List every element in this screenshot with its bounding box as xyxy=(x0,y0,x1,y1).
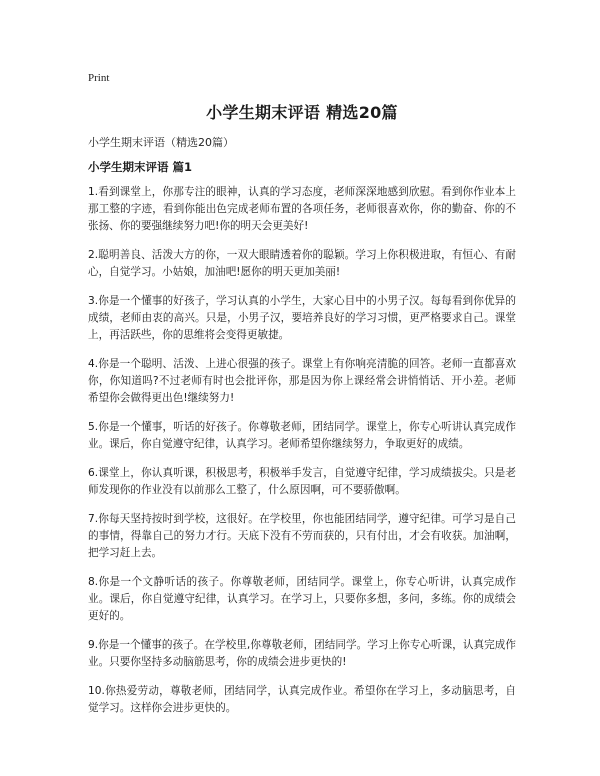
paragraph-list xyxy=(88,184,516,729)
paragraph: 2.聪明善良、活泼大方的你，一双大眼睛透着你的聪颖。学习上你积极进取，有恒心、有耐心，自觉学习。小姑娘，加油吧!愿你的明天更加美丽! xyxy=(88,249,516,278)
paragraph: 7.你每天坚持按时到学校，这很好。在学校里，你也能团结同学，遵守纪律。可学习是自己的事情，得靠自己的努力才行。天底下没有不劳而获的，只有付出，才会有收获。加油啊，把学习赶上去。 xyxy=(88,513,516,559)
paragraph: 10.你热爱劳动，尊敬老师，团结同学，认真完成作业。希望你在学习上，多动脑思考，自觉学习。这样你会进步更快的。 xyxy=(88,685,516,714)
paragraph: 3.你是一个懂事的好孩子，学习认真的小学生，大家心目中的小男子汉。每每看到你优异的成绩，老师由衷的高兴。只是，小男子汉，要培养良好的学习习惯，更严格要求自己。课堂上，再活跃些，你的思维将会变得更敏捷。 xyxy=(88,295,516,341)
paragraph: 6.课堂上，你认真听课，积极思考，积极举手发言，自觉遵守纪律，学习成绩拔尖。只是老师发现你的作业没有以前那么工整了，什么原因啊，可不要骄傲啊。 xyxy=(88,467,516,496)
section-heading: 小学生期末评语 篇1 xyxy=(88,160,193,174)
document-subtitle: 小学生期末评语（精选20篇） xyxy=(88,136,234,149)
paragraph: 9.你是一个懂事的孩子。在学校里,你尊敬老师，团结同学。学习上你专心听课，认真完成作业。只要你坚持多动脑筋思考，你的成绩会进步更快的! xyxy=(88,639,516,668)
page-title: 小学生期末评语 精选20篇 xyxy=(206,103,398,122)
print-link[interactable]: Print xyxy=(88,72,110,84)
paragraph: 5.你是一个懂事，听话的好孩子。你尊敬老师，团结同学。课堂上，你专心听讲认真完成作业。课后，你自觉遵守纪律，认真学习。老师希望你继续努力，争取更好的成绩。 xyxy=(88,421,516,450)
paragraph: 1.看到课堂上，你那专注的眼神，认真的学习态度，老师深深地感到欣慰。看到你作业本上那工整的字迹，看到你能出色完成老师布置的各项任务，老师很喜欢你，你的勤奋、你的不张扬、你的要强继续努力吧!你的明天会更美好! xyxy=(88,186,516,232)
paragraph: 4.你是一个聪明、活泼、上进心很强的孩子。课堂上有你响亮清脆的回答。老师一直都喜欢你，你知道吗?不过老师有时也会批评你，那是因为你上课经常会讲悄悄话、开小差。老师希望你会做得更出色!继续努力! xyxy=(88,358,516,404)
paragraph: 8.你是一个文静听话的孩子。你尊敬老师，团结同学。课堂上，你专心听讲，认真完成作业。课后，你自觉遵守纪律，认真学习。在学习上，只要你多想，多问，多练。你的成绩会更好的。 xyxy=(88,576,516,622)
